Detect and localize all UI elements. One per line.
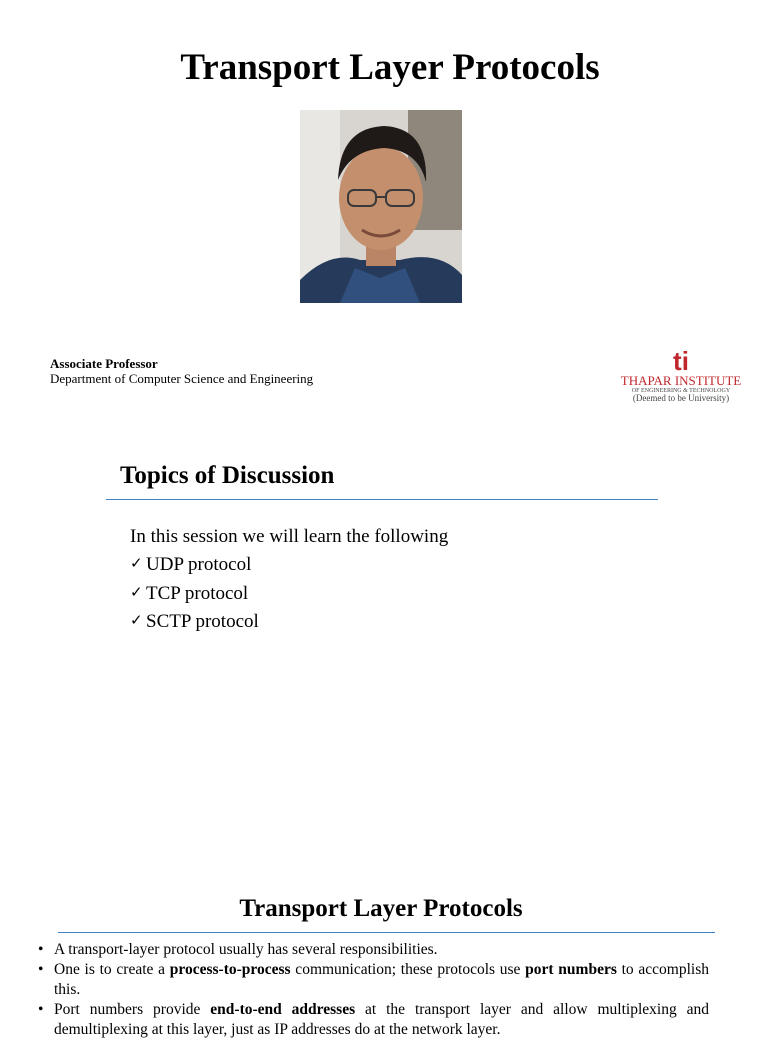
topic-label: TCP protocol (146, 582, 249, 604)
presenter-photo (300, 110, 462, 303)
bullet-item (38, 960, 709, 1000)
checkmark-icon: ✓ (130, 554, 143, 572)
checkmark-icon: ✓ (130, 582, 143, 601)
slide-title: Transport Layer Protocols (180, 47, 600, 88)
bullet-icon: • (38, 1001, 44, 1018)
bullet-text: at the transport layer and allow multiplexing and demultiplexing at this layer, just as IP addresses do at the network layer. (54, 1001, 709, 1038)
bullet-text: to accomplish this. (54, 961, 709, 998)
checkmark-icon: ✓ (130, 611, 143, 629)
bullet-bold-text: port numbers (525, 961, 617, 978)
bullet-bold-text: end-to-end addresses (210, 1001, 356, 1018)
topics-intro: In this session we will learn the following (130, 526, 449, 547)
bullet-text: One is to create a (54, 961, 170, 978)
bullet-bold-text: process-to-process (169, 961, 291, 978)
institute-logo (610, 346, 752, 406)
topic-item (130, 610, 259, 639)
topic-item (130, 582, 259, 611)
title-divider (106, 499, 658, 500)
bullet-item (38, 1000, 709, 1040)
logo-subtitle: OF ENGINEERING & TECHNOLOGY (631, 388, 731, 394)
topic-label: SCTP protocol (146, 611, 259, 632)
topics-title: Topics of Discussion (120, 462, 335, 489)
logo-name: THAPAR INSTITUTE (620, 373, 742, 388)
bullet-icon: • (38, 941, 44, 958)
bullet-text: communication; these protocols use (290, 961, 526, 978)
logo-tagline: (Deemed to be University) (632, 393, 730, 403)
bullet-list (38, 940, 709, 1040)
bullet-icon: • (38, 961, 44, 978)
section-title: Transport Layer Protocols (239, 895, 523, 922)
topic-label: UDP protocol (146, 554, 252, 575)
bullet-item (38, 940, 709, 960)
section-divider (58, 932, 715, 933)
bullet-text: Port numbers provide (54, 1001, 211, 1018)
topic-list (130, 553, 259, 639)
logo-mark: ti (673, 346, 689, 376)
bullet-text: A transport-layer protocol usually has several responsibilities. (54, 941, 438, 958)
presenter-role: Associate Professor (50, 356, 158, 371)
topic-item (130, 553, 259, 582)
presenter-department: Department of Computer Science and Engineering (50, 371, 314, 386)
